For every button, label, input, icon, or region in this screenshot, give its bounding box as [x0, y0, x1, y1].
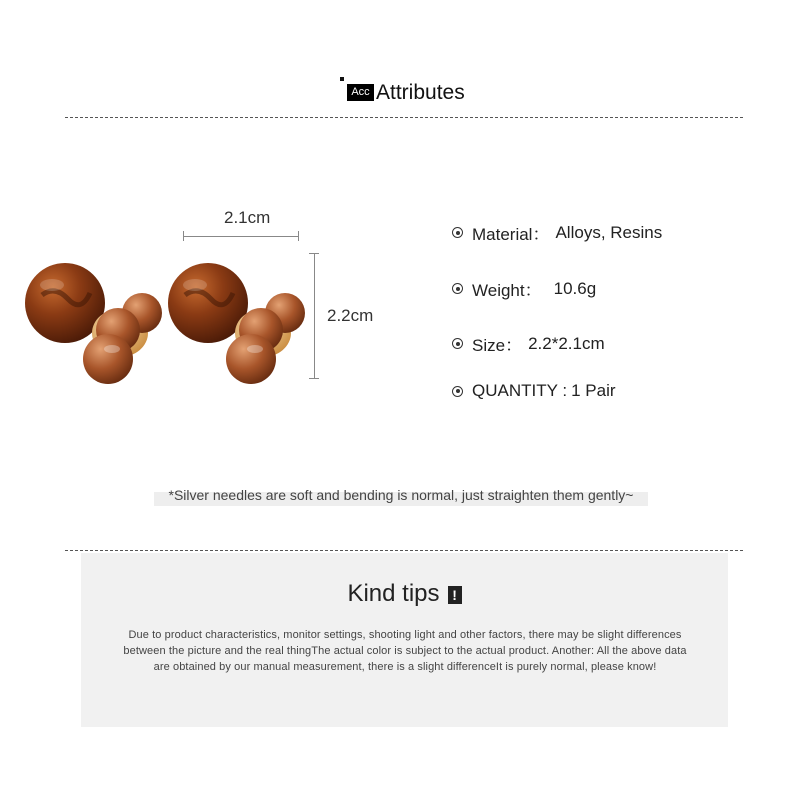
- attribute-size: [452, 331, 605, 356]
- width-dimension-label: 2.1cm: [224, 208, 271, 227]
- bullet-icon: [452, 386, 463, 397]
- section-title: Attributes: [376, 81, 465, 104]
- height-dimension-cap-top: [309, 253, 319, 254]
- width-dimension-line: [184, 236, 298, 237]
- attribute-value: 1 Pair: [571, 381, 616, 400]
- warning-icon: !: [448, 586, 462, 604]
- attribute-value: Alloys, Resins: [555, 222, 663, 242]
- attribute-label: Weight：: [472, 281, 542, 300]
- care-note: *Silver needles are soft and bending is normal, just straighten them gently~: [168, 487, 634, 503]
- earring-left: [25, 263, 162, 384]
- width-dimension-cap-right: [298, 231, 299, 241]
- bullet-icon: [452, 283, 463, 294]
- kind-tips-title: [81, 580, 728, 608]
- product-image: [20, 255, 310, 395]
- attribute-material: [452, 220, 662, 245]
- height-dimension-label: 2.2cm: [327, 306, 374, 325]
- attribute-value: 10.6g: [553, 278, 597, 298]
- bullet-icon: [452, 227, 463, 238]
- height-dimension-cap-bottom: [309, 378, 319, 379]
- attribute-label: QUANTITY :: [472, 381, 568, 400]
- height-dimension-line: [314, 254, 315, 378]
- bottom-divider: [65, 550, 743, 551]
- attribute-label: Size：: [472, 336, 523, 355]
- bullet-icon: [452, 338, 463, 349]
- header-dot: [340, 77, 344, 81]
- earring-right: [168, 263, 305, 384]
- top-divider: [65, 117, 743, 118]
- kind-tips-title-text: Kind tips: [347, 580, 440, 607]
- attribute-weight: [452, 276, 596, 301]
- attribute-label: Material：: [472, 225, 550, 244]
- attribute-value: 2.2*2.1cm: [528, 333, 605, 353]
- header-badge: Acc: [347, 84, 374, 101]
- kind-tips-body: Due to product characteristics, monitor settings, shooting light and other factors, there may be slight differences between the picture and the real thingThe actual color is subject to the actual product. Another: All the above data are obtained by our manual measurement, there is a slight differenceIt is purely normal, please know!: [123, 629, 687, 673]
- attribute-quantity: [452, 381, 616, 401]
- width-dimension-cap-left: [183, 231, 184, 241]
